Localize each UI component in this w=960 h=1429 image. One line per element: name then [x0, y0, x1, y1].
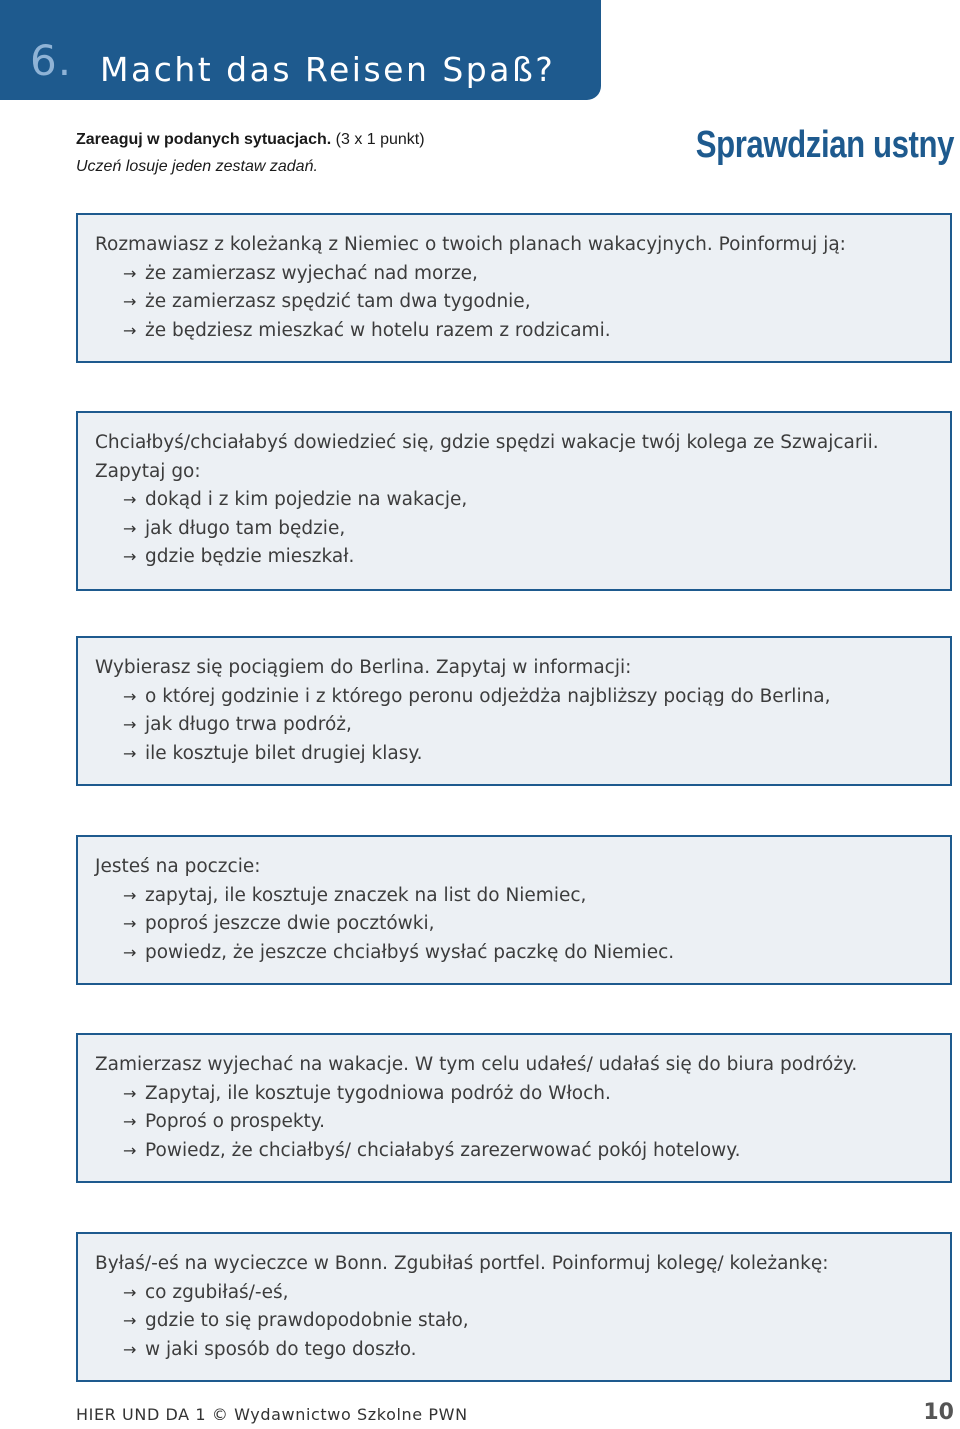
task-item: → gdzie będzie mieszkał.: [95, 543, 950, 572]
task-item: → że będziesz mieszkać w hotelu razem z rodzicami.: [95, 317, 950, 346]
task-box-3: [76, 636, 952, 786]
arrow-icon: →: [123, 292, 137, 311]
arrow-icon: →: [123, 885, 137, 905]
task-item: → Powiedz, że chciałbyś/ chciałabyś zarezerwować pokój hotelowy.: [95, 1137, 950, 1166]
task-item: → że zamierzasz wyjechać nad morze,: [95, 260, 950, 289]
chapter-title: Macht das Reisen Spaß?: [100, 50, 556, 89]
task-intro: Rozmawiasz z koleżanką z Niemiec o twoich planach wakacyjnych. Poinformuj ją:: [95, 234, 846, 255]
task-item: → Zapytaj, ile kosztuje tygodniowa podróż do Włoch.: [95, 1080, 950, 1109]
instructions-note: Uczeń losuje jeden zestaw zadań.: [76, 158, 318, 175]
task-item: → w jaki sposób do tego doszło.: [95, 1336, 950, 1365]
task-item: → Poproś o prospekty.: [95, 1108, 950, 1137]
arrow-icon: →: [123, 914, 137, 933]
arrow-icon: →: [123, 1083, 137, 1103]
arrow-icon: →: [123, 518, 137, 538]
arrow-icon: →: [123, 263, 137, 283]
task-item: → co zgubiłaś/-eś,: [95, 1279, 950, 1308]
chapter-header: [0, 0, 601, 100]
chapter-number: 6.: [30, 36, 73, 85]
task-intro: Zamierzasz wyjechać na wakacje. W tym celu udałeś/ udałaś się do biura podróży.: [95, 1054, 858, 1075]
task-item: → dokąd i z kim pojedzie na wakacje,: [95, 486, 950, 515]
arrow-icon: →: [123, 942, 137, 962]
arrow-icon: →: [123, 686, 137, 706]
arrow-icon: →: [123, 743, 137, 763]
arrow-icon: →: [123, 490, 137, 509]
task-item: → gdzie to się prawdopodobnie stało,: [95, 1307, 950, 1336]
arrow-icon: →: [123, 320, 137, 340]
page-number: 10: [923, 1400, 954, 1425]
arrow-icon: →: [123, 1311, 137, 1330]
task-item: → jak długo trwa podróż,: [95, 711, 950, 740]
arrow-icon: →: [123, 715, 137, 734]
task-intro: Jesteś na poczcie:: [95, 856, 261, 877]
task-item: → o której godzinie i z którego peronu odjeżdża najbliższy pociąg do Berlina,: [95, 683, 950, 712]
task-box-6: [76, 1232, 952, 1382]
task-intro: Byłaś/-eś na wycieczce w Bonn. Zgubiłaś portfel. Poinformuj kolegę/ koleżankę:: [95, 1253, 829, 1274]
instructions: [76, 126, 425, 180]
instructions-points: (3 x 1 punkt): [335, 131, 425, 148]
task-intro-2: Zapytaj go:: [95, 460, 201, 482]
task-box-2: [76, 411, 952, 591]
section-title: Sprawdzian ustny: [695, 124, 954, 166]
task-box-1: [76, 213, 952, 363]
task-box-4: [76, 835, 952, 985]
task-item: → powiedz, że jeszcze chciałbyś wysłać paczkę do Niemiec.: [95, 939, 950, 968]
task-item: → poproś jeszcze dwie pocztówki,: [95, 910, 950, 939]
arrow-icon: →: [123, 1112, 137, 1131]
arrow-icon: →: [123, 1282, 137, 1302]
task-intro: Chciałbyś/chciałabyś dowiedzieć się, gdzie spędzi wakacje twój kolega ze Szwajcarii.: [95, 432, 879, 453]
footer-text: HIER UND DA 1 © Wydawnictwo Szkolne PWN: [76, 1405, 468, 1424]
task-item: → zapytaj, ile kosztuje znaczek na list do Niemiec,: [95, 882, 950, 911]
arrow-icon: →: [123, 1140, 137, 1160]
task-intro: Wybierasz się pociągiem do Berlina. Zapytaj w informacji:: [95, 657, 632, 678]
instructions-main: Zareaguj w podanych sytuacjach.: [76, 131, 332, 148]
arrow-icon: →: [123, 1339, 137, 1359]
task-item: → jak długo tam będzie,: [95, 515, 950, 544]
task-box-5: [76, 1033, 952, 1183]
task-item: → że zamierzasz spędzić tam dwa tygodnie,: [95, 288, 950, 317]
arrow-icon: →: [123, 547, 137, 566]
task-item: → ile kosztuje bilet drugiej klasy.: [95, 740, 950, 769]
